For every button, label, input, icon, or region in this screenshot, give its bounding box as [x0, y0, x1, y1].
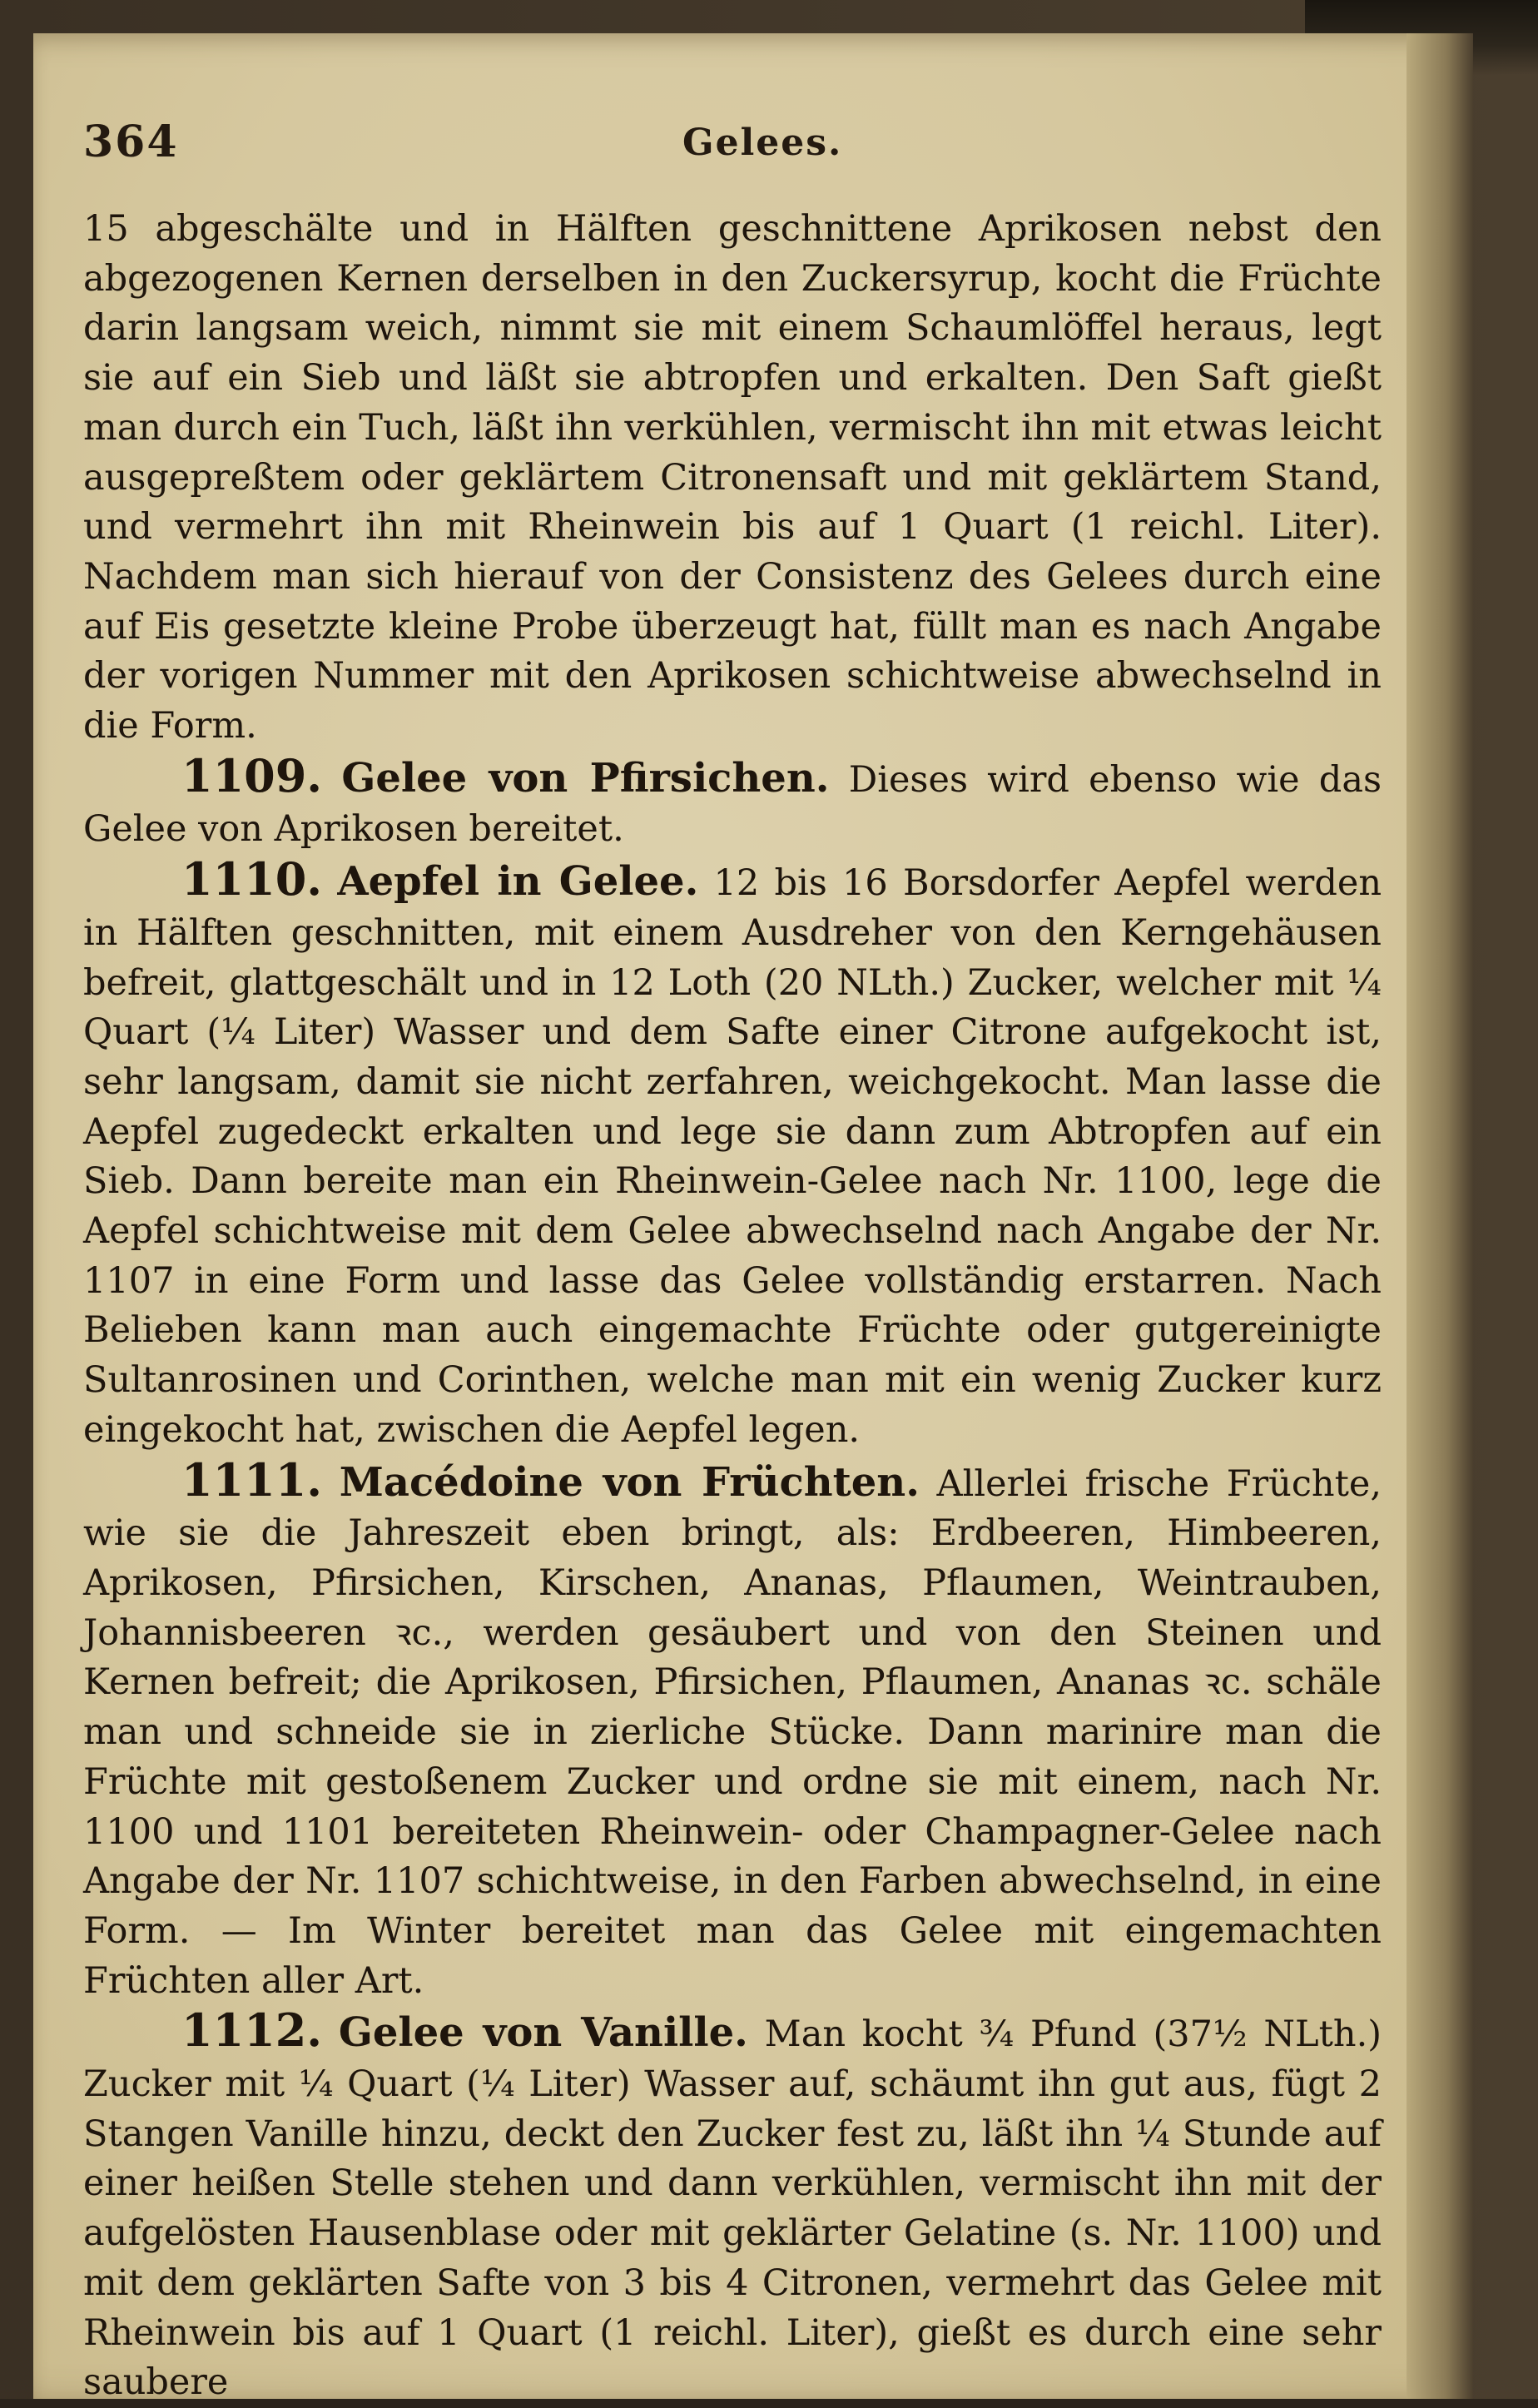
recipe-entry-1109 [83, 748, 1382, 855]
entry-title: Macédoine von Früchten. [339, 1458, 920, 1506]
entry-title: Aepfel in Gelee. [337, 858, 699, 906]
entry-text: Man kocht ¾ Pfund (37½ NLth.) Zucker mit ¼ Quart (¼ Liter) Wasser auf, schäumt ihn gut aus, fügt 2 Stangen Vanille hinzu, deckt den Zucker fest zu, läßt ihn ¼ Stunde auf einer heißen Stelle stehen und dann verkühlen, vermischt ihn mit der aufgelösten Hausenblase oder mit geklärter Gelatine (s. Nr. 1100) und mit dem geklärten Safte von 3 bis 4 Citronen, vermehrt das Gelee mit Rheinwein bis auf 1 Quart (1 reichl. Liter), gießt es durch eine sehr saubere [83, 2013, 1382, 2404]
entry-text: Dieses wird ebenso wie das Gelee von Aprikosen bereitet. [83, 758, 1382, 851]
entry-title: Gelee von Vanille. [338, 2009, 748, 2057]
entry-number: 1109. [181, 748, 323, 802]
page-number: 364 [83, 117, 179, 167]
entry-number: 1111. [181, 1452, 323, 1507]
recipe-entry-1110 [83, 852, 1382, 1455]
entry-number: 1112. [181, 2003, 323, 2058]
recipe-entry-1111 [83, 1452, 1382, 2007]
body-text [83, 205, 1382, 2408]
page-gutter-shadow [1407, 33, 1473, 2399]
running-head: Gelees. [682, 122, 843, 164]
continuation-paragraph: 15 abgeschälte und in Hälften geschnittene Aprikosen nebst den abgezogenen Kernen derselben in den Zuckersyrup, kocht die Früchte darin langsam weich, nimmt sie mit einem Schaumlöffel heraus, legt sie auf ein Sieb und läßt sie abtropfen und erkalten. Den Saft gießt man durch ein Tuch, läßt ihn verkühlen, vermischt ihn mit etwas leicht ausgepreßtem oder geklärtem Citronensaft und mit geklärtem Stand, und vermehrt ihn mit Rheinwein bis auf 1 Quart (1 reichl. Liter). Nachdem man sich hierauf von der Consistenz des Gelees durch eine auf Eis gesetzte kleine Probe überzeugt hat, füllt man es nach Angabe der vorigen Nummer mit den Aprikosen schichtweise abwechselnd in die Form. [83, 208, 1382, 747]
entry-number: 1110. [181, 852, 323, 906]
page-header [83, 117, 1382, 183]
entry-title: Gelee von Pfirsichen. [341, 754, 830, 802]
entry-text: Allerlei frische Früchte, wie sie die Jahreszeit eben bringt, als: Erdbeeren, Himbeeren, Aprikosen, Pfirsichen, Kirschen, Ananas, Pflaumen, Weintrauben, Johannisbeeren ꝛc., werden gesäubert und von den Steinen und Kernen befreit; die Aprikosen, Pfirsichen, Pflaumen, Ananas ꝛc. schäle man und schneide sie in zierliche Stücke. Dann marinire man die Früchte mit gestoßenem Zucker und ordne sie mit einem, nach Nr. 1100 und 1101 bereiteten Rheinwein- oder Champagner-Gelee nach Angabe der Nr. 1107 schichtweise, in den Farben abwechselnd, in eine Form. — Im Winter bereitet man das Gelee mit eingemachten Früchten aller Art. [83, 1462, 1382, 2002]
entry-text: 12 bis 16 Borsdorfer Aepfel werden in Hälften geschnitten, mit einem Ausdreher von den Kerngehäusen befreit, glattgeschält und in 12 Loth (20 NLth.) Zucker, welcher mit ¼ Quart (¼ Liter) Wasser und dem Safte einer Citrone aufgekocht ist, sehr langsam, damit sie nicht zerfahren, weichgekocht. Man lasse die Aepfel zugedeckt erkalten und lege sie dann zum Abtropfen auf ein Sieb. Dann bereite man ein Rheinwein-Gelee nach Nr. 1100, lege die Aepfel schichtweise mit dem Gelee abwechselnd nach Angabe der Nr. 1107 in eine Form und lasse das Gelee vollständig erstarren. Nach Belieben kann man auch eingemachte Früchte oder gutgereinigte Sultanrosinen und Corinthen, welche man mit ein wenig Zucker kurz eingekocht hat, zwischen die Aepfel legen. [83, 862, 1382, 1451]
recipe-entry-1112 [83, 2003, 1382, 2408]
